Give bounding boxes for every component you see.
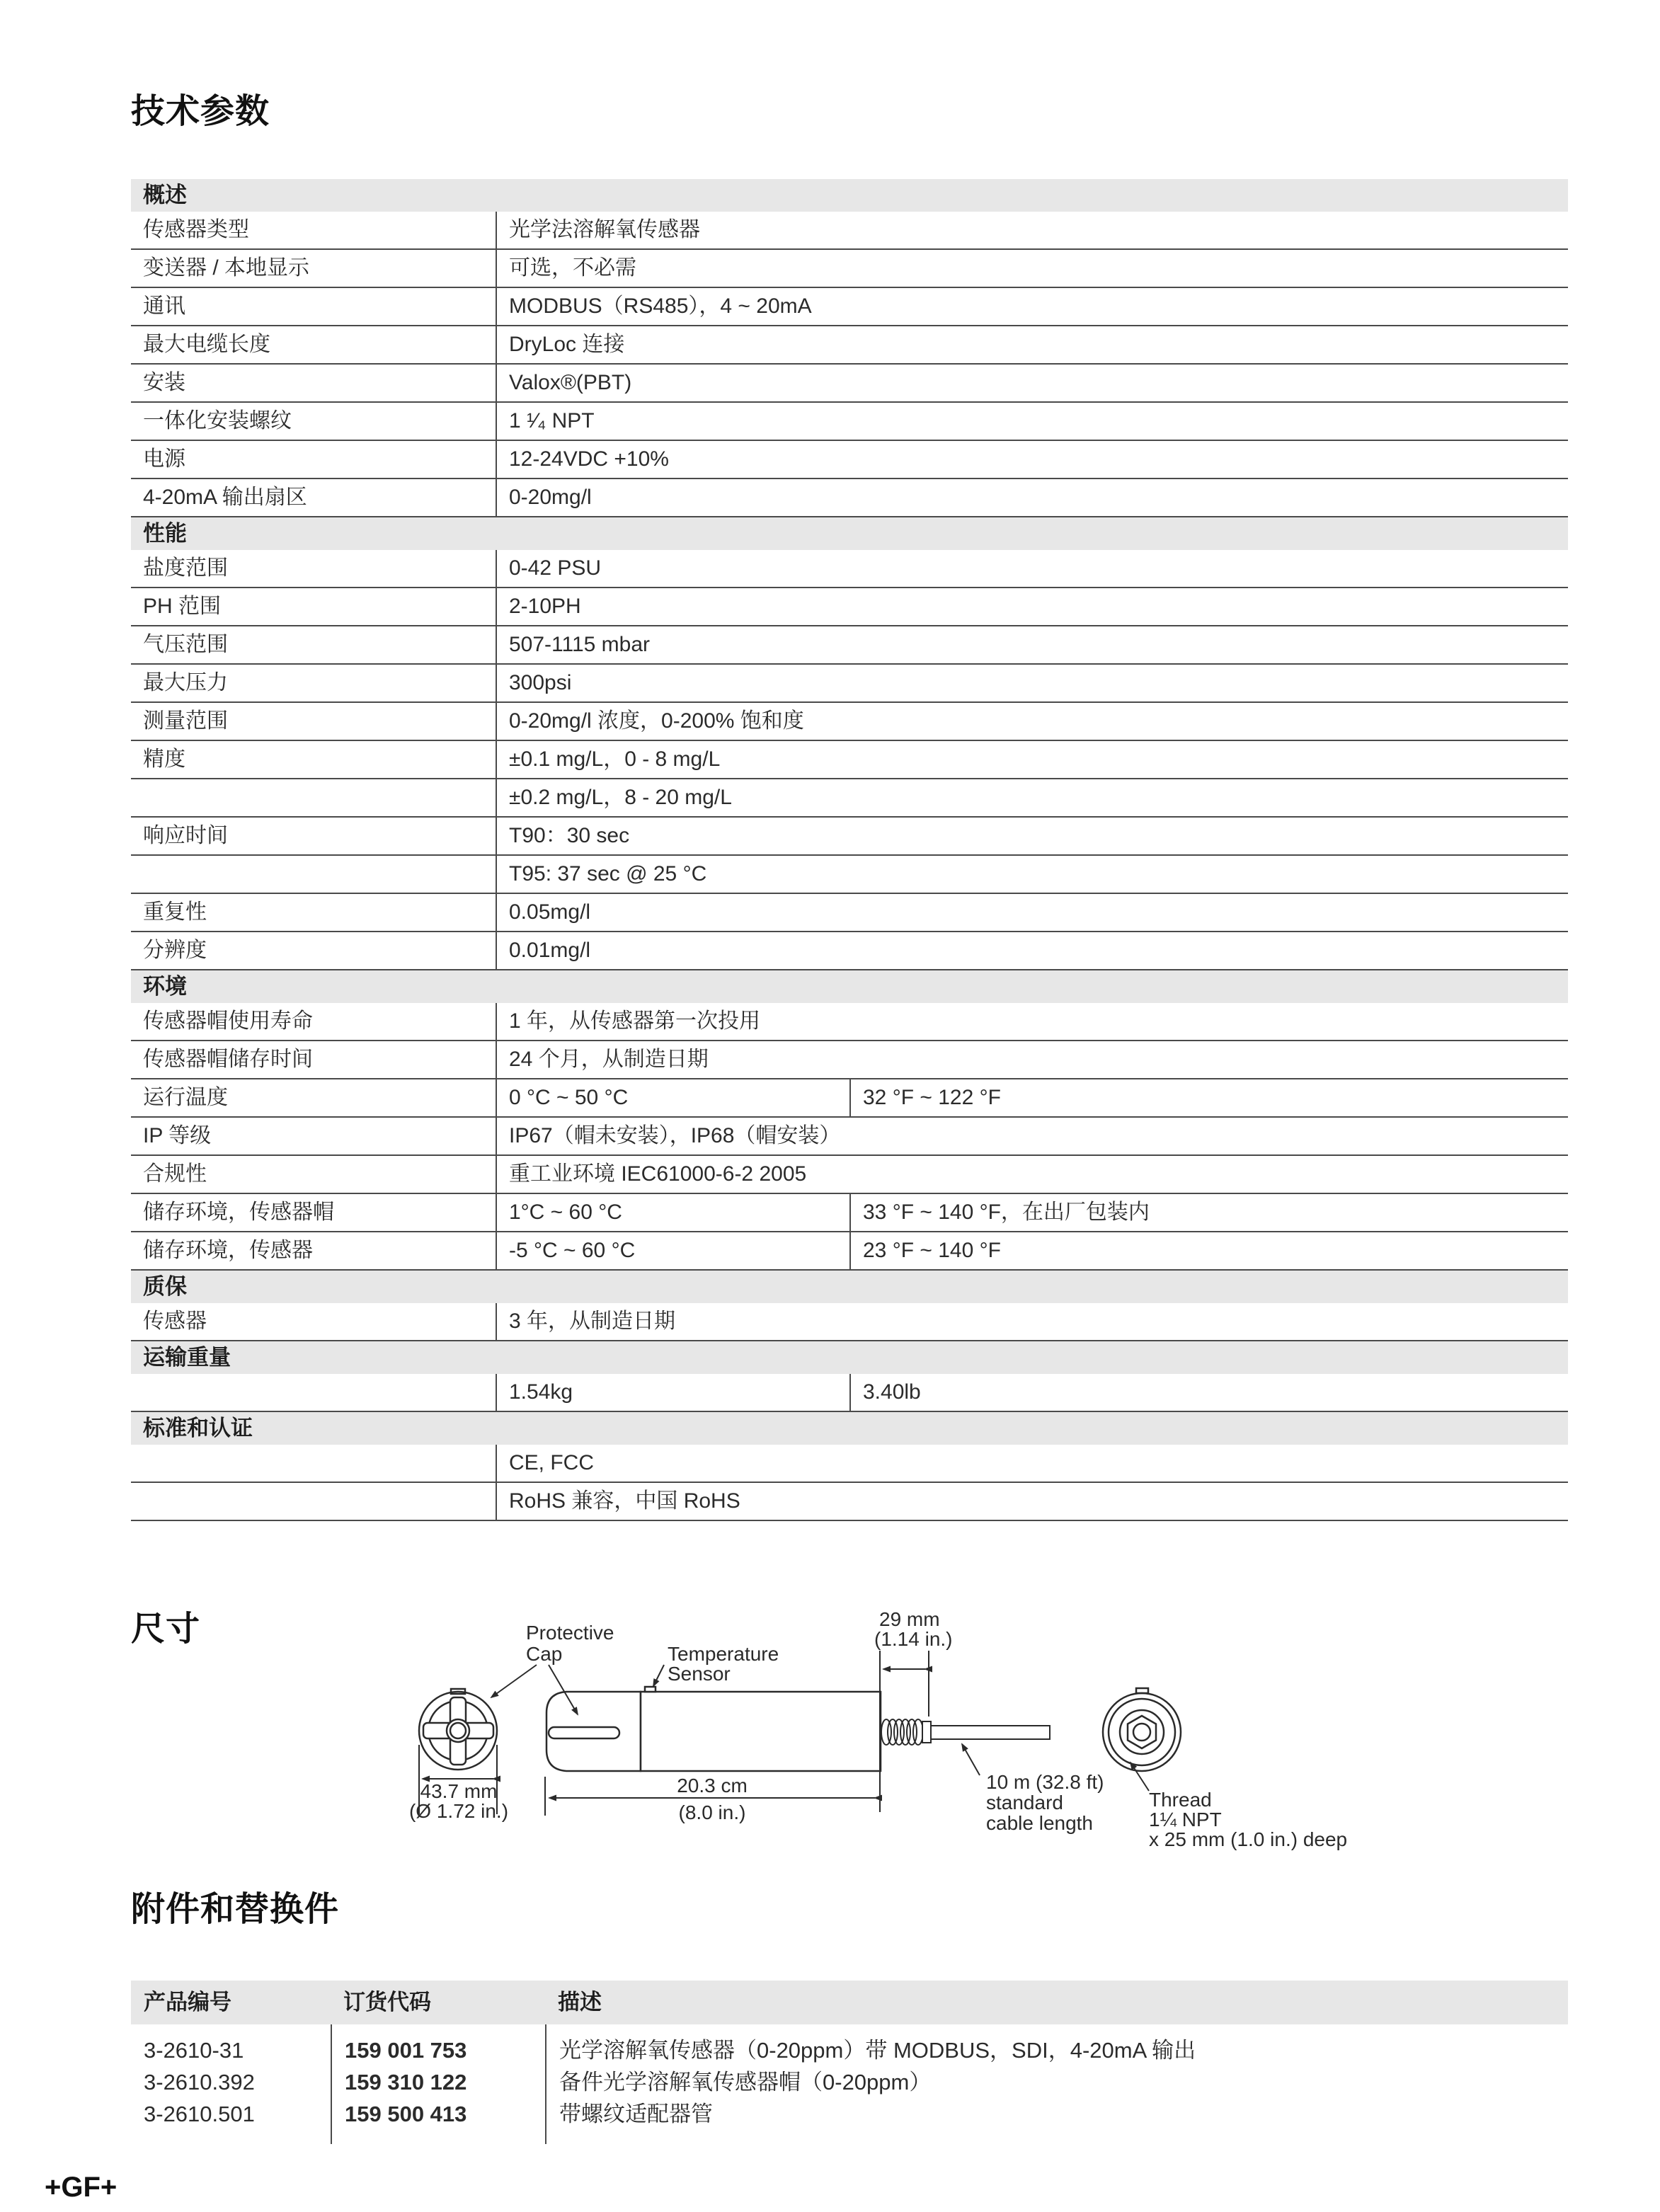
- spec-value: 24 个月，从制造日期: [496, 1041, 1568, 1078]
- product-number: 3-2610.392: [144, 2070, 255, 2094]
- accessories-table: [131, 1981, 1568, 2144]
- spec-value: ±0.1 mg/L，0 - 8 mg/L: [496, 741, 1568, 778]
- spec-value: 2-10PH: [496, 588, 1568, 625]
- spec-label: 响应时间: [143, 824, 228, 847]
- spec-label: 精度: [143, 747, 185, 771]
- page-title: 技术参数: [131, 93, 270, 130]
- spec-value: 1°C ~ 60 °C: [496, 1194, 849, 1231]
- thread-label: Thread: [1149, 1789, 1212, 1811]
- cable-length-label: 10 m (32.8 ft): [986, 1771, 1104, 1793]
- spec-label: 4-20mA 输出扇区: [143, 486, 307, 509]
- spec-label: 测量范围: [143, 709, 228, 733]
- spec-value: Valox®(PBT): [496, 365, 1568, 401]
- side-view-drawing: [546, 1687, 881, 1771]
- spec-value-secondary: 33 °F ~ 140 °F，在出厂包装内: [849, 1194, 1568, 1231]
- spec-label: IP 等级: [143, 1124, 212, 1147]
- thread-label: 1¼ NPT: [1149, 1809, 1222, 1830]
- spec-label: 最大压力: [143, 671, 228, 694]
- spec-value: CE, FCC: [496, 1445, 1568, 1482]
- column-header-order-code: 订货代码: [343, 1990, 431, 2015]
- spec-label: 通讯: [143, 294, 185, 318]
- front-view-drawing: [419, 1689, 497, 1770]
- spec-label: 安装: [143, 371, 185, 394]
- product-number: 3-2610.501: [144, 2102, 255, 2126]
- body-length-label: 20.3 cm: [677, 1775, 748, 1796]
- spec-label: 运行温度: [143, 1086, 228, 1109]
- body-length-label: (8.0 in.): [678, 1801, 746, 1823]
- spec-value: 0 °C ~ 50 °C: [496, 1079, 849, 1116]
- section-header: 概述: [131, 179, 1568, 212]
- spec-value: 12-24VDC +10%: [496, 441, 1568, 478]
- description: 光学溶解氧传感器（0-20ppm）带 MODBUS，SDI，4-20mA 输出: [559, 2038, 1196, 2063]
- spec-label: 变送器 / 本地显示: [143, 256, 310, 280]
- gf-logo: +GF+: [45, 2172, 118, 2203]
- section-header: 质保: [131, 1271, 1568, 1303]
- cable-drawing: [881, 1719, 1050, 1745]
- spec-value: T95: 37 sec @ 25 °C: [496, 856, 1568, 893]
- spec-label: 最大电缆长度: [143, 333, 270, 356]
- description: 带螺纹适配器管: [559, 2102, 713, 2126]
- dimensions-heading: 尺寸: [131, 1610, 201, 1648]
- strain-relief-dim-label: 29 mm: [879, 1608, 940, 1630]
- spec-label: 分辨度: [143, 939, 207, 962]
- strain-relief-dim-label: (1.14 in.): [874, 1628, 953, 1650]
- spec-value: 光学法溶解氧传感器: [496, 212, 1568, 248]
- product-number: 3-2610-31: [144, 2038, 244, 2063]
- spec-value-secondary: 3.40lb: [849, 1374, 1568, 1411]
- spec-value: 3 年，从制造日期: [496, 1303, 1568, 1340]
- spec-label: 传感器类型: [143, 218, 249, 241]
- spec-value: 可选，不必需: [496, 250, 1568, 287]
- cap-diameter-label: 43.7 mm: [420, 1780, 498, 1802]
- spec-label: 传感器: [143, 1310, 207, 1333]
- spec-value: 0.01mg/l: [496, 932, 1568, 969]
- spec-label: 传感器帽使用寿命: [143, 1009, 313, 1033]
- spec-value: RoHS 兼容，中国 RoHS: [496, 1483, 1568, 1520]
- accessories-table-body: [131, 2024, 1568, 2144]
- spec-value: MODBUS（RS485），4 ~ 20mA: [496, 288, 1568, 325]
- section-header: 标准和认证: [131, 1412, 1568, 1445]
- spec-value: 0-20mg/l: [496, 479, 1568, 516]
- spec-value: 0-20mg/l 浓度，0-200% 饱和度: [496, 703, 1568, 740]
- column-header-description: 描述: [558, 1990, 602, 2015]
- order-code: 159 500 413: [345, 2102, 467, 2126]
- product-number-column: [131, 2024, 331, 2144]
- spec-value: 507-1115 mbar: [496, 626, 1568, 663]
- spec-value: DryLoc 连接: [496, 326, 1568, 363]
- spec-value: 1 ¹⁄₄ NPT: [496, 403, 1568, 440]
- spec-value: 重工业环境 IEC61000-6-2 2005: [496, 1156, 1568, 1193]
- spec-label: 储存环境，传感器帽: [143, 1200, 334, 1224]
- spec-label: 电源: [143, 447, 185, 471]
- order-code: 159 310 122: [345, 2070, 467, 2094]
- thread-label: x 25 mm (1.0 in.) deep: [1149, 1828, 1348, 1850]
- order-code: 159 001 753: [345, 2038, 467, 2063]
- spec-value: IP67（帽未安装），IP68（帽安装）: [496, 1118, 1568, 1154]
- description: 备件光学溶解氧传感器帽（0-20ppm）: [559, 2070, 932, 2094]
- cable-length-label: cable length: [986, 1812, 1094, 1834]
- spec-value: 1.54kg: [496, 1374, 849, 1411]
- section-header: 环境: [131, 970, 1568, 1003]
- spec-value: ±0.2 mg/L，8 - 20 mg/L: [496, 779, 1568, 816]
- cap-diameter-label: (Ø 1.72 in.): [408, 1800, 509, 1822]
- spec-value-secondary: 23 °F ~ 140 °F: [849, 1232, 1568, 1269]
- spec-label: 重复性: [143, 900, 207, 924]
- cable-length-label: standard: [986, 1792, 1063, 1813]
- spec-label: 盐度范围: [143, 556, 228, 580]
- accessories-heading: 附件和替换件: [131, 1891, 340, 1928]
- spec-label: PH 范围: [143, 595, 222, 618]
- spec-value: 0-42 PSU: [496, 550, 1568, 587]
- spec-label: 气压范围: [143, 633, 228, 656]
- spec-value-secondary: 32 °F ~ 122 °F: [849, 1079, 1568, 1116]
- spec-value: 1 年，从传感器第一次投用: [496, 1003, 1568, 1040]
- spec-label: 储存环境，传感器: [143, 1239, 313, 1262]
- order-code-column: [331, 2024, 545, 2144]
- section-header: 性能: [131, 517, 1568, 550]
- column-header-product-number: 产品编号: [144, 1990, 231, 2015]
- temperature-sensor-label: Sensor: [668, 1663, 731, 1685]
- description-column: [545, 2024, 1568, 2144]
- spec-label: 合规性: [143, 1162, 207, 1186]
- spec-value: -5 °C ~ 60 °C: [496, 1232, 849, 1269]
- thread-view-drawing: [1103, 1688, 1181, 1771]
- spec-value: 0.05mg/l: [496, 894, 1568, 931]
- spec-label: 一体化安装螺纹: [143, 409, 292, 432]
- protective-cap-label: Cap: [526, 1643, 563, 1665]
- spec-value: 300psi: [496, 665, 1568, 701]
- section-header: 运输重量: [131, 1341, 1568, 1374]
- temperature-sensor-label: Temperature: [668, 1643, 779, 1665]
- spec-value: T90：30 sec: [496, 818, 1568, 854]
- protective-cap-label: Protective: [526, 1622, 614, 1644]
- spec-label: 传感器帽储存时间: [143, 1048, 313, 1071]
- accessories-table-header: [131, 1981, 1568, 2024]
